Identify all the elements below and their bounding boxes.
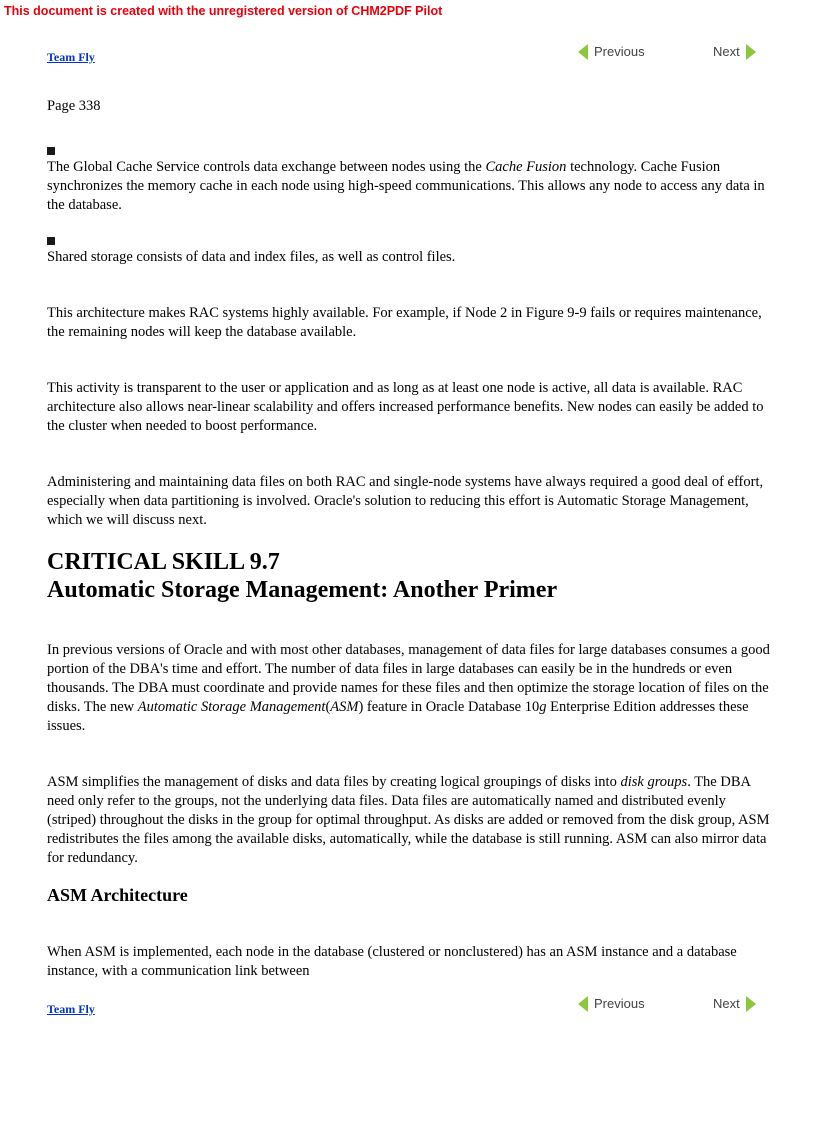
next-label: Next — [713, 44, 740, 59]
bullet-item-shared-storage: Shared storage consists of data and index files, as well as control files. — [47, 249, 456, 265]
page-number: Page 338 — [47, 98, 101, 114]
bullet-square-icon — [47, 147, 55, 155]
paragraph-scalability: This activity is transparent to the user or application and as long as at least one node is active, all data is available. RAC architecture also allows near-linear scalability and offers increased performance benefits. New nodes can easily be added to the cluster when needed to boost performance. — [47, 380, 764, 434]
arrow-left-icon — [578, 996, 588, 1012]
subsection-heading: ASM Architecture — [47, 885, 188, 905]
paragraph-asm-disk-groups: ASM simplifies the management of disks and data files by creating logical groupings of disks into disk groups. The DBA need only refer to the groups, not the underlying data files. Data files are automatically named and distributed evenly (striped) throughout the disks in the group for optimal throughput. As disks are added or removed from the disk group, ASM redistributes the files among the available disks, automatically, while the database is still running. ASM can also mirror data for redundancy. — [47, 774, 770, 866]
paragraph-asm-architecture: When ASM is implemented, each node in the database (clustered or nonclustered) has an ASM instance and a database instance, with a communication link between — [47, 944, 737, 979]
next-button[interactable] — [713, 42, 756, 61]
page-content — [47, 97, 772, 981]
team-fly-link[interactable]: Team Fly — [47, 1002, 95, 1016]
next-label: Next — [713, 996, 740, 1011]
arrow-left-icon — [578, 44, 588, 60]
unregistered-banner: This document is created with the unregistered version of CHM2PDF Pilot — [4, 4, 443, 18]
bullet-square-icon — [47, 237, 55, 245]
previous-label: Previous — [594, 44, 645, 59]
next-button[interactable] — [713, 994, 756, 1013]
arrow-right-icon — [746, 996, 756, 1012]
previous-button[interactable] — [578, 994, 645, 1013]
bullet-item-cache-fusion: The Global Cache Service controls data exchange between nodes using the Cache Fusion technology. Cache Fusion synchronizes the memory cache in each node using high-speed communications. This allows any node to access any data in the database. — [47, 159, 765, 213]
arrow-right-icon — [746, 44, 756, 60]
top-nav-bar — [0, 40, 816, 64]
bottom-nav-bar — [0, 992, 816, 1016]
previous-label: Previous — [594, 996, 645, 1011]
paragraph-availability: This architecture makes RAC systems highly available. For example, if Node 2 in Figure 9-9 fails or requires maintenance, the remaining nodes will keep the database available. — [47, 305, 762, 340]
section-heading: CRITICAL SKILL 9.7 Automatic Storage Management: Another Primer — [47, 549, 558, 603]
paragraph-administration: Administering and maintaining data files on both RAC and single-node systems have always required a good deal of effort, especially when data partitioning is involved. Oracle's solution to reducing this effort is Automatic Storage Management, which we will discuss next. — [47, 474, 764, 528]
team-fly-link[interactable]: Team Fly — [47, 50, 95, 64]
paragraph-asm-intro: In previous versions of Oracle and with most other databases, management of data files for large databases consumes a good portion of the DBA's time and effort. The number of data files in large databases can easily be in the hundreds or even thousands. The DBA must coordinate and provide names for these files and then optimize the storage location of files on the disks. The new Automatic Storage Management(ASM) feature in Oracle Database 10g Enterprise Edition addresses these issues. — [47, 642, 770, 734]
previous-button[interactable] — [578, 42, 645, 61]
